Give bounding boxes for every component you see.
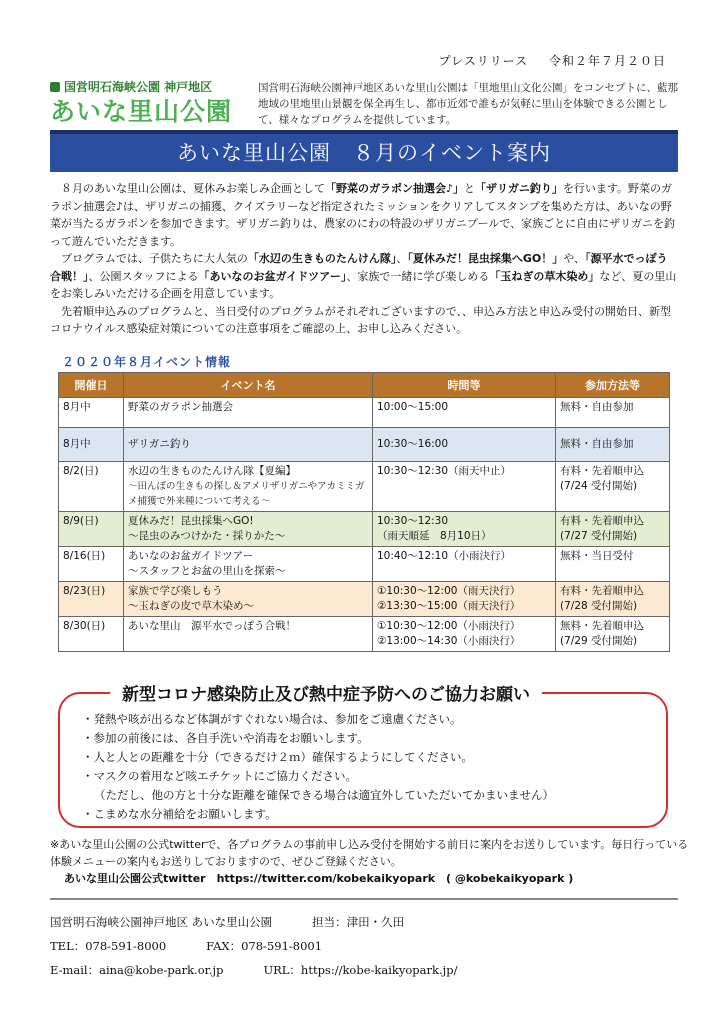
press-date: 令和２年７月２０日	[548, 54, 666, 68]
intro-text: 国営明石海峡公園神戸地区あいな里山公園は「里地里山文化公園」をコンセプトに、藍那地域の里地里山景観を保全再生し、都市近郊で誰もが気軽に里山を体験できる公園として、様々なプログラムを提供しています。	[258, 82, 678, 126]
cell-name: 水辺の生きものたんけん隊【夏編】 ～田んぼの生きもの探し＆アメリザリガニやアカミミガメ捕獲で外来種について考える～	[124, 462, 373, 512]
press-label: プレスリリース	[438, 54, 529, 68]
contact-tel: TEL：078-591-8000	[50, 939, 167, 953]
list-item: ・人と人との距離を十分（できるだけ２ｍ）確保するようにしてください。	[82, 750, 473, 764]
cell-method: 無料・先着順申込 (7/29 受付開始)	[556, 617, 670, 652]
table-row	[59, 462, 670, 512]
notice-title: 新型コロナ感染防止及び熱中症予防へのご協力お願い	[110, 680, 542, 705]
footnote-text: ※あいな里山公園の公式twitterで、各プログラムの事前申し込み受付を開始する前日に案内をお送りしています。毎日行っている体験メニューの案内もお送りしておりますので、ぜひご登録ください。	[50, 838, 689, 868]
twitter-link[interactable]: あいな里山公園公式twitter https://twitter.com/kobekaikyopark ( @kobekaikyopark )	[64, 872, 574, 885]
footnote	[50, 836, 690, 887]
logo-park-name: あいな里山公園	[50, 97, 233, 126]
body-paragraph-3: 先着順申込みのプログラムと、当日受付のプログラムがそれぞれございますので、、申込み方法と申込み受付の開始日、新型コロナウイルス感染症対策についての注意事項をご確認の上、お申し込みください。	[50, 304, 672, 335]
table-row	[59, 582, 670, 617]
cell-date: 8/2(日)	[59, 462, 124, 512]
table-header: イベント名	[124, 373, 373, 398]
contact-fax: FAX：078-591-8001	[206, 939, 323, 953]
divider	[50, 898, 678, 900]
table-header: 参加方法等	[556, 373, 670, 398]
cell-name: 野菜のガラポン抽選会	[124, 398, 373, 428]
list-item: ・マスクの着用など咳エチケットにご協力ください。	[82, 769, 357, 783]
cell-time: 10:40～12:10（小雨決行）	[373, 547, 556, 582]
leaf-icon	[50, 82, 60, 92]
cell-time: 10:30～16:00	[373, 428, 556, 462]
body-paragraph-2: プログラムでは、子供たちに大人気の「水辺の生きものたんけん隊」、「夏休みだ！昆虫採集へGO！」や、「源平水でっぽう合戦！」、公園スタッフによる「あいなのお盆ガイドツアー」、家族で一緒に学び楽しめる「玉ねぎの草木染め」など、夏の里山をお楽しみいただける企画を用意しています。	[50, 252, 677, 300]
body-text	[50, 180, 678, 338]
cell-method: 無料・当日受付	[556, 547, 670, 582]
logo-org	[50, 78, 246, 95]
cell-subtitle: ～田んぼの生きもの探し＆アメリザリガニやアカミミガメ捕獲で外来種について考える～	[128, 481, 365, 507]
notice-box	[58, 692, 668, 828]
cell-name: 家族で学び楽しもう ～玉ねぎの皮で草木染め～	[124, 582, 373, 617]
event-table	[58, 372, 670, 652]
contact-email[interactable]: E-mail：aina@kobe-park.or.jp	[50, 963, 224, 977]
table-row	[59, 547, 670, 582]
table-header: 開催日	[59, 373, 124, 398]
cell-time: 10:00～15:00	[373, 398, 556, 428]
cell-date: 8/30(日)	[59, 617, 124, 652]
cell-name: 夏休みだ！昆虫採集へGO! ～昆虫のみつけかた・採りかた～	[124, 512, 373, 547]
cell-date: 8/23(日)	[59, 582, 124, 617]
cell-method: 有料・先着順申込 (7/27 受付開始)	[556, 512, 670, 547]
contact-url[interactable]: URL：https://kobe-kaikyopark.jp/	[263, 963, 458, 977]
cell-date: 8/16(日)	[59, 547, 124, 582]
logo-org-text: 国営明石海峡公園 神戸地区	[64, 80, 213, 94]
notice-list	[82, 710, 554, 824]
contact-info	[50, 910, 457, 982]
cell-name: ザリガニ釣り	[124, 428, 373, 462]
table-row	[59, 512, 670, 547]
list-item: ・こまめな水分補給をお願いします。	[82, 807, 277, 821]
cell-time: ①10:30～12:00（小雨決行） ②13:00～14:30（小雨決行）	[373, 617, 556, 652]
cell-date: 8月中	[59, 428, 124, 462]
contact-staff: 担当：津田・久田	[312, 915, 405, 929]
cell-name: あいなのお盆ガイドツアー ～スタッフとお盆の里山を探索～	[124, 547, 373, 582]
park-logo	[50, 78, 246, 127]
cell-method: 有料・先着順申込 (7/24 受付開始)	[556, 462, 670, 512]
table-header: 時間等	[373, 373, 556, 398]
contact-org: 国営明石海峡公園神戸地区 あいな里山公園	[50, 915, 273, 929]
list-item: ・発熱や咳が出るなど体調がすぐれない場合は、参加をご遠慮ください。	[82, 712, 462, 726]
table-row	[59, 617, 670, 652]
list-item: （ただし、他の方と十分な距離を確保できる場合は適宜外していただいてかまいません）	[94, 788, 554, 802]
list-item: ・参加の前後には、各自手洗いや消毒をお願いします。	[82, 731, 369, 745]
press-header	[423, 52, 666, 69]
cell-date: 8月中	[59, 398, 124, 428]
table-header-row	[59, 373, 670, 398]
body-paragraph-1: ８月のあいな里山公園は、夏休みお楽しみ企画として「野菜のガラポン抽選会♪」と「ザリガニ釣り」を行います。野菜のガラポン抽選会♪は、ザリガニの捕獲、クイズラリーなど指定されたミッションをクリアしてスタンプを集めた方は、あいなの野菜が当たるガラポンを参加できます。ザリガニ釣りは、農家のにわの特設のザリガニプールで、家族ごとに自由にザリガニを釣って遊んでいただきます。	[50, 182, 676, 248]
cell-method: 無料・自由参加	[556, 398, 670, 428]
cell-time: 10:30～12:30 （雨天順延 8月10日）	[373, 512, 556, 547]
cell-time: 10:30～12:30（雨天中止）	[373, 462, 556, 512]
table-row	[59, 398, 670, 428]
cell-method: 無料・自由参加	[556, 428, 670, 462]
section-title: ２０２０年８月イベント情報	[62, 355, 232, 369]
cell-method: 有料・先着順申込 (7/28 受付開始)	[556, 582, 670, 617]
cell-date: 8/9(日)	[59, 512, 124, 547]
cell-time: ①10:30～12:00（雨天決行） ②13:30～15:00（雨天決行）	[373, 582, 556, 617]
cell-name: あいな里山 源平水でっぽう合戦！	[124, 617, 373, 652]
page-title-banner: あいな里山公園 ８月のイベント案内	[50, 130, 678, 172]
table-row	[59, 428, 670, 462]
